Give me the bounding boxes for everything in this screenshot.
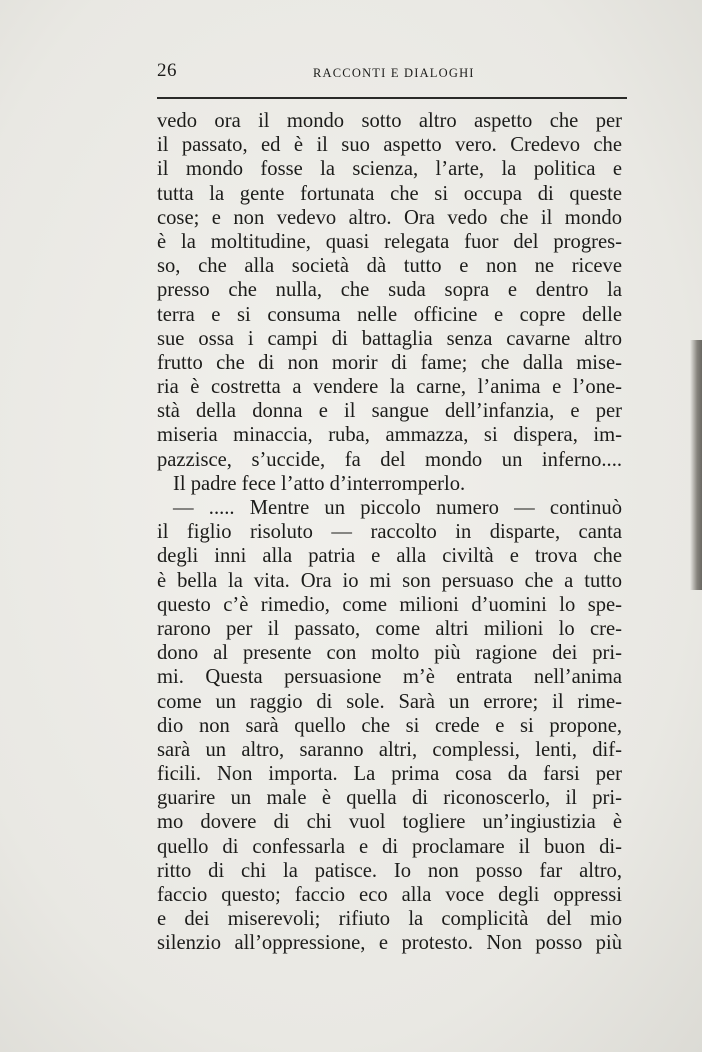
text-line: sarà un altro, saranno altri, complessi, lenti, dif-	[157, 738, 622, 761]
text-line: rarono per il passato, come altri milioni lo cre-	[157, 617, 622, 640]
text-line: presso che nulla, che suda sopra e dentro la	[157, 279, 622, 302]
text-line: tutta la gente fortunata che si occupa di queste	[157, 182, 622, 205]
text-line: pazzisce, s’uccide, fa del mondo un inferno....	[157, 448, 622, 471]
text-line: il figlio risoluto — raccolto in disparte, canta	[157, 521, 622, 544]
text-line: guarire un male è quella di riconoscerlo, il pri-	[157, 787, 622, 810]
text-line: silenzio all’oppressione, e protesto. Non posso più	[157, 932, 622, 955]
text-line: vedo ora il mondo sotto altro aspetto che per	[157, 110, 622, 132]
text-line: e dei miserevoli; rifiuto la complicità del mio	[157, 908, 622, 931]
text-line: ritto di chi la patisce. Io non posso far altro,	[157, 859, 622, 882]
page-edge-shadow	[690, 340, 702, 590]
text-line: faccio questo; faccio eco alla voce degli oppressi	[157, 884, 622, 906]
header-rule	[157, 97, 627, 99]
text-line: — ..... Mentre un piccolo numero — continuò	[173, 497, 622, 519]
text-line: mo dovere di chi vuol togliere un’ingiustizia è	[157, 811, 622, 834]
text-line: degli inni alla patria e alla civiltà e trova che	[157, 545, 622, 568]
text-line: dio non sarà quello che si crede e si propone,	[157, 714, 622, 737]
text-line: stà della donna e il sangue dell’infanzia, e per	[157, 400, 622, 423]
text-line: quello di confessarla e di proclamare il buon di-	[157, 835, 622, 858]
text-line: cose; e non vedevo altro. Ora vedo che il mondo	[157, 206, 622, 229]
text-line: è la moltitudine, quasi relegata fuor del progres-	[157, 230, 622, 253]
text-line: terra e si consuma nelle officine e copre delle	[157, 303, 622, 326]
text-line: il passato, ed è il suo aspetto vero. Credevo che	[157, 134, 622, 157]
text-line: sue ossa i campi di battaglia senza cavarne altro	[157, 327, 622, 350]
running-title: RACCONTI E DIALOGHI	[313, 66, 475, 80]
text-line: miseria minaccia, ruba, ammazza, si dispera, im-	[157, 424, 622, 447]
text-line: ficili. Non importa. La prima cosa da farsi per	[157, 763, 622, 786]
text-line: frutto che di non morir di fame; che dalla mise-	[157, 351, 622, 374]
page-header	[157, 60, 627, 90]
text-line: dono al presente con molto più ragione dei pri-	[157, 642, 622, 665]
page-number: 26	[157, 60, 177, 81]
text-line: il mondo fosse la scienza, l’arte, la politica e	[157, 158, 622, 181]
text-line: so, che alla società dà tutto e non ne riceve	[157, 255, 622, 278]
text-line: questo c’è rimedio, come milioni d’uomini lo spe-	[157, 593, 622, 616]
text-line: mi. Questa persuasione m’è entrata nell’anima	[157, 666, 622, 689]
text-line: ria è costretta a vendere la carne, l’anima e l’one-	[157, 376, 622, 399]
text-line: è bella la vita. Ora io mi son persuaso che a tutto	[157, 569, 622, 592]
text-line: come un raggio di sole. Sarà un errore; il rime-	[157, 690, 622, 713]
text-line: Il padre fece l’atto d’interromperlo.	[173, 472, 466, 495]
body-text	[157, 109, 622, 956]
